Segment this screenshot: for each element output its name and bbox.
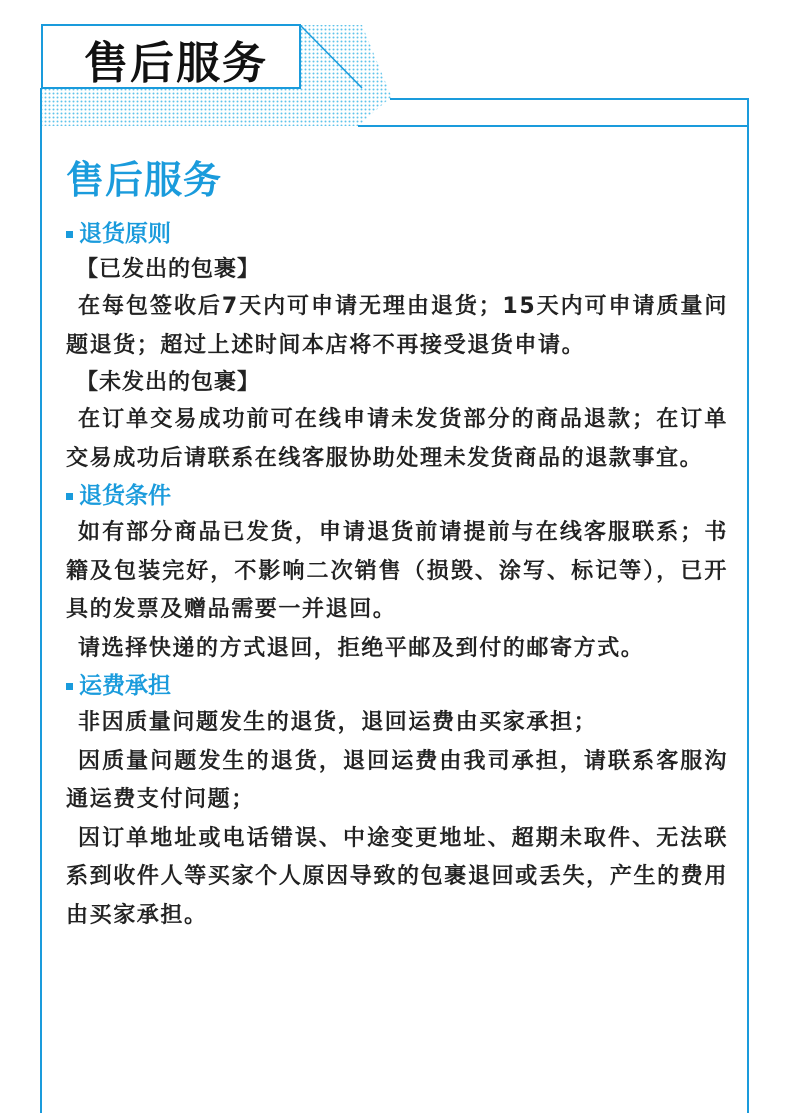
section-heading-label: 运费承担 bbox=[79, 673, 171, 699]
main-content bbox=[66, 150, 728, 935]
section-heading bbox=[66, 668, 728, 704]
paragraph: 因订单地址或电话错误、中途变更地址、超期未取件、无法联系到收件人等买家个人原因导致的包裹退回或丢失，产生的费用由买家承担。 bbox=[66, 825, 728, 928]
square-bullet-icon bbox=[66, 683, 73, 690]
paragraph: 在订单交易成功前可在线申请未发货部分的商品退款；在订单交易成功后请联系在线客服协助处理未发货商品的退款事宜。 bbox=[66, 407, 728, 471]
paragraph: 非因质量问题发生的退货，退回运费由买家承担； bbox=[78, 710, 598, 735]
section-heading-label: 退货原则 bbox=[79, 221, 171, 247]
section-heading bbox=[66, 216, 728, 252]
section-heading-label: 退货条件 bbox=[79, 483, 171, 509]
paragraph: 因质量问题发生的退货，退回运费由我司承担，请联系客服沟通运费支付问题； bbox=[66, 748, 728, 812]
section-title: 售后服务 bbox=[66, 158, 223, 202]
sections-container bbox=[66, 216, 728, 935]
subheading: 【未发出的包裹】 bbox=[76, 370, 261, 395]
paragraph: 请选择快递的方式退回，拒绝平邮及到付的邮寄方式。 bbox=[78, 635, 645, 661]
square-bullet-icon bbox=[66, 493, 73, 500]
page-title: 售后服务 bbox=[84, 38, 268, 89]
paragraph: 如有部分商品已发货，申请退货前请提前与在线客服联系；书籍及包装完好，不影响二次销售（损毁、涂写、标记等），已开具的发票及赠品需要一并退回。 bbox=[66, 520, 728, 622]
subheading: 【已发出的包裹】 bbox=[76, 257, 261, 282]
paragraph: 在每包签收后7天内可申请无理由退货；15天内可申请质量问题退货；超过上述时间本店将不再接受退货申请。 bbox=[66, 294, 728, 358]
square-bullet-icon bbox=[66, 231, 73, 238]
section-heading bbox=[66, 478, 728, 514]
